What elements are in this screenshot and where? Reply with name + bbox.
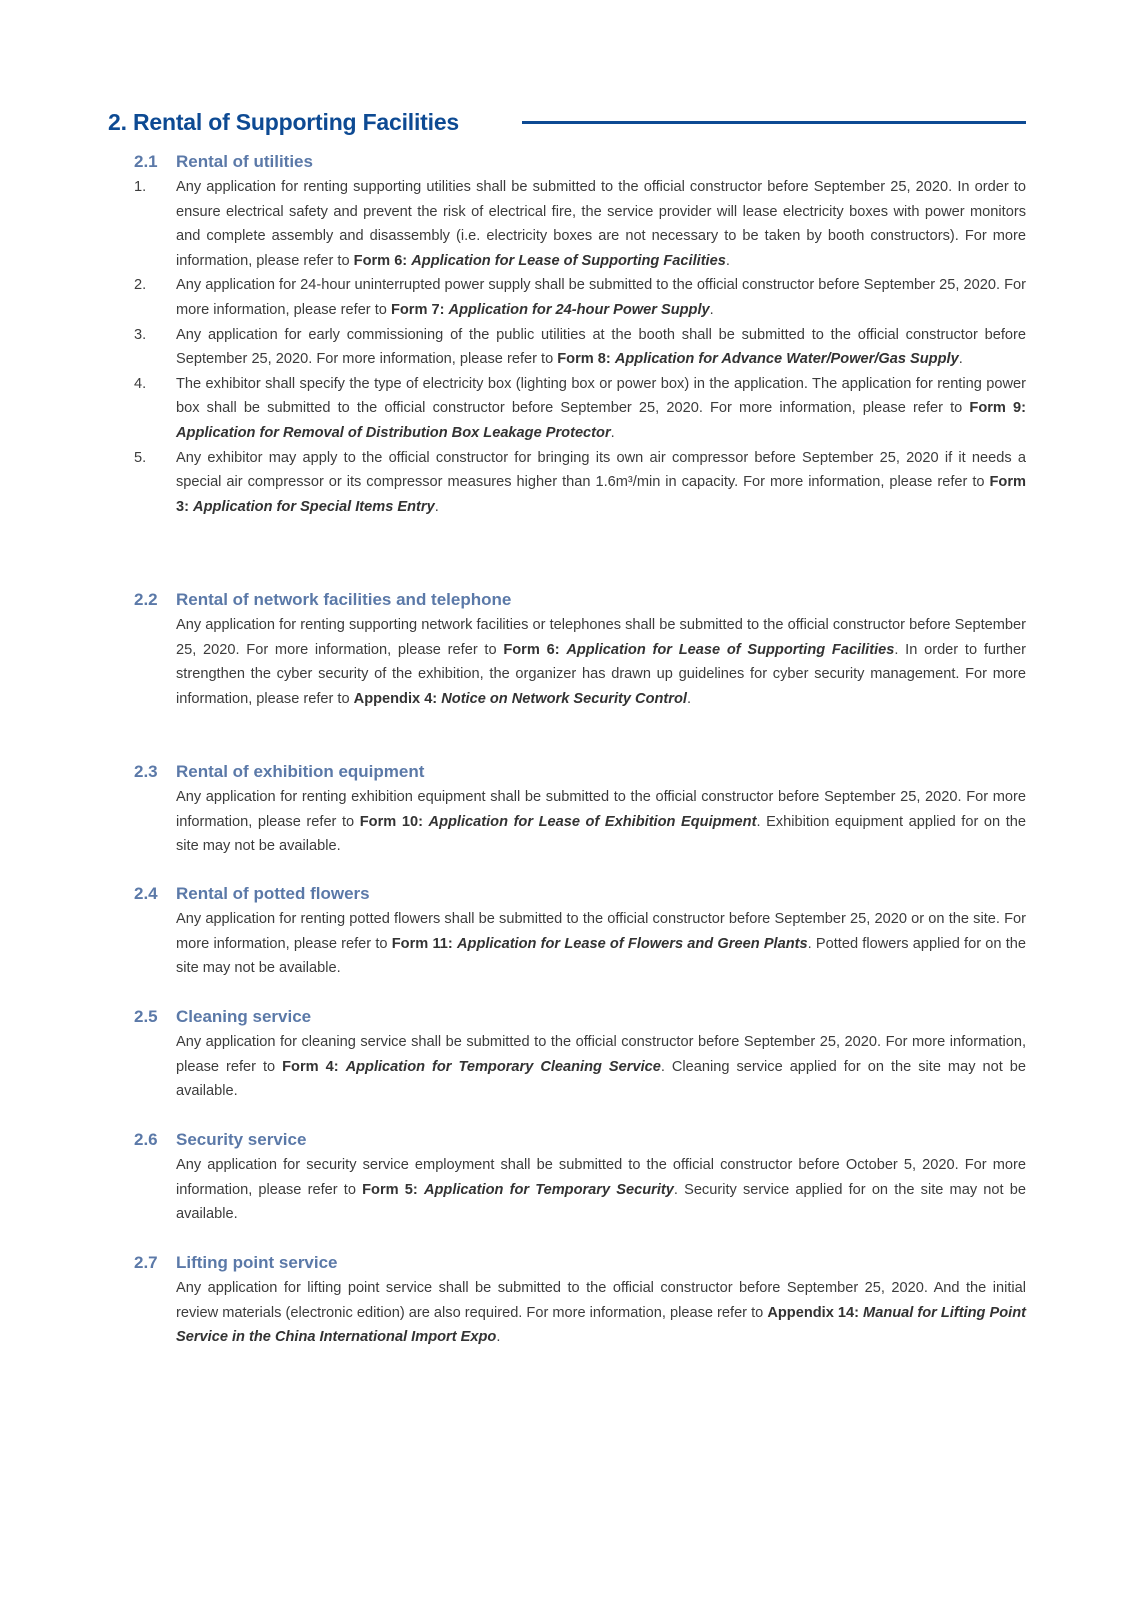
section-heading-row <box>108 106 1026 138</box>
text-run: . Security service applied for on the site may not be available. <box>176 1181 1026 1223</box>
text-run: Any application for renting supporting utilities shall be submitted to the official constructor before September 25, 2020. In order to ensure electrical safety and prevent the risk of electrical fire, the service provider will lease electricity boxes with power monitors and complete assembly and disassembly (i.e. electricity boxes are not necessary to be taken by booth constructors). For more information, please refer to <box>176 179 1026 269</box>
form-title: Application for Removal of Distribution Box Leakage Protector <box>176 424 611 441</box>
subsection-number: 2.1 <box>134 152 158 171</box>
text-run: . <box>686 690 691 707</box>
paragraph <box>176 1276 1026 1350</box>
subsection-title: Lifting point service <box>176 1253 338 1272</box>
list-text <box>176 323 1026 372</box>
text-run: Any application for early commissioning of the public utilities at the booth shall be submitted to the official constructor before September 25, 2020. For more information, please refer to <box>176 326 1026 368</box>
list-index: 3. <box>134 326 147 343</box>
form-title: Application for Lease of Supporting Facilities <box>566 641 895 658</box>
subsection-heading <box>134 881 1026 907</box>
paragraph <box>176 1030 1026 1104</box>
text-run: . <box>709 301 714 318</box>
subsection-title: Rental of exhibition equipment <box>176 762 425 781</box>
text-run: . <box>610 424 615 441</box>
text-run: . Exhibition equipment applied for on the site may not be available. <box>176 813 1027 855</box>
text-run: . In order to further strengthen the cyber security of the exhibition, the organizer has drawn up guidelines for cyber security management. For more information, please refer to <box>176 641 1026 707</box>
paragraph <box>176 907 1026 981</box>
subsection-2-4 <box>134 881 1026 981</box>
subsection-2-1 <box>134 149 1026 519</box>
form-reference: Form 7: <box>390 301 445 318</box>
subsection-title: Rental of network facilities and telephone <box>176 590 512 609</box>
list-index: 5. <box>134 449 147 466</box>
form-reference: Form 10: <box>359 813 423 830</box>
text-run: . <box>958 351 963 368</box>
form-title: Application for Temporary Cleaning Service <box>345 1058 661 1075</box>
subsection-2-7 <box>134 1250 1026 1350</box>
form-reference: Form 5: <box>362 1181 418 1198</box>
section-heading: 2. Rental of Supporting Facilities <box>108 108 460 135</box>
text-run: . Potted flowers applied for on the site may not be available. <box>176 935 1027 977</box>
text-run: Any application for security service employment shall be submitted to the official constructor before October 5, 2020. For more information, please refer to <box>176 1157 1026 1198</box>
subsection-heading <box>134 1127 1026 1153</box>
subsection-number: 2.3 <box>134 762 158 781</box>
subsection-heading <box>134 1250 1026 1276</box>
subsection-number: 2.5 <box>134 1007 158 1026</box>
list-index: 2. <box>134 277 147 294</box>
list-index: 1. <box>134 179 147 195</box>
list-text <box>176 372 1026 446</box>
subsection-number: 2.6 <box>134 1130 158 1149</box>
text-run: Any application for 24-hour uninterrupted power supply shall be submitted to the official constructor before September 25, 2020. For more information, please refer to <box>176 277 1026 318</box>
form-title: Application for 24-hour Power Supply <box>448 301 710 318</box>
text-run: . <box>434 498 439 515</box>
heading-rule-divider <box>522 121 1026 124</box>
text-run: Any application for cleaning service shall be submitted to the official constructor before September 25, 2020. For more information, please refer to <box>176 1034 1026 1075</box>
appendix-reference: Appendix 4: <box>353 690 438 707</box>
form-title: Application for Lease of Flowers and Green Plants <box>456 935 808 952</box>
form-reference: Form 11: <box>391 935 453 952</box>
form-title: Application for Lease of Exhibition Equipment <box>428 813 757 830</box>
subsection-title: Rental of utilities <box>176 152 313 171</box>
list-item <box>134 323 1026 372</box>
list-item <box>134 175 1026 273</box>
list-item <box>134 273 1026 322</box>
form-reference: Form 6: <box>503 641 560 658</box>
list-text <box>176 175 1026 273</box>
list-index: 4. <box>134 375 147 392</box>
form-title: Application for Temporary Security <box>423 1181 674 1198</box>
subsection-number: 2.4 <box>134 884 158 903</box>
subsection-title: Rental of potted flowers <box>176 884 370 903</box>
text-run: Any application for renting potted flowers shall be submitted to the official constructor before September 25, 2020 or on the site. For more information, please refer to <box>176 911 1026 952</box>
text-run: . <box>496 1329 501 1346</box>
text-run: . <box>725 252 730 269</box>
subsection-title: Cleaning service <box>176 1007 312 1026</box>
subsection-number: 2.2 <box>134 590 158 609</box>
subsection-heading <box>134 149 1026 175</box>
paragraph <box>176 785 1026 859</box>
subsection-2-3 <box>134 759 1026 859</box>
subsection-2-2 <box>134 587 1026 711</box>
form-title: Application for Advance Water/Power/Gas Supply <box>614 351 959 368</box>
subsection-heading <box>134 1004 1026 1030</box>
text-run: Any application for renting supporting network facilities or telephones shall be submitted to the official constructor before September 25, 2020. For more information, please refer to <box>176 617 1026 658</box>
text-run: Any exhibitor may apply to the official constructor for bringing its own air compressor before September 25, 2020 if it needs a special air compressor or its compressor measures higher than 1.6m³/min in capacity. For more information, please refer to <box>176 449 1026 491</box>
appendix-title: Notice on Network Security Control <box>441 690 687 707</box>
subsection-number: 2.7 <box>134 1253 158 1272</box>
text-run: Any application for renting exhibition equipment shall be submitted to the official constructor before September 25, 2020. For more information, please refer to <box>176 789 1026 830</box>
subsection-2-6 <box>134 1127 1026 1227</box>
subsection-2-5 <box>134 1004 1026 1104</box>
paragraph <box>176 613 1026 711</box>
form-reference: Form 3: <box>176 474 1026 515</box>
list-text <box>176 446 1026 520</box>
form-reference: Form 6: <box>353 252 408 269</box>
subsection-heading <box>134 759 1026 785</box>
list-text <box>176 273 1026 322</box>
form-reference: Form 8: <box>557 351 611 368</box>
list-item <box>134 446 1026 520</box>
text-run: . Cleaning service applied for on the site may not be available. <box>176 1058 1026 1100</box>
appendix-title: Manual for Lifting Point Service in the China International Import Expo <box>176 1304 1026 1346</box>
list-item <box>134 372 1026 446</box>
form-reference: Form 4: <box>282 1058 339 1075</box>
text-run: The exhibitor shall specify the type of electricity box (lighting box or power box) in the application. The application for renting power box shall be submitted to the official constructor before September 25, 2020. For more information, please refer to <box>176 375 1026 417</box>
form-title: Application for Lease of Supporting Facilities <box>411 252 726 269</box>
subsection-heading <box>134 587 1026 613</box>
appendix-reference: Appendix 14: <box>767 1304 859 1321</box>
paragraph <box>176 1153 1026 1227</box>
form-reference: Form 9: <box>969 400 1027 417</box>
text-run: Any application for lifting point service shall be submitted to the official constructor before September 25, 2020. And the initial review materials (electronic edition) are also required. For more information, please refer to <box>176 1280 1026 1321</box>
subsection-title: Security service <box>176 1130 307 1149</box>
form-title: Application for Special Items Entry <box>193 498 435 515</box>
